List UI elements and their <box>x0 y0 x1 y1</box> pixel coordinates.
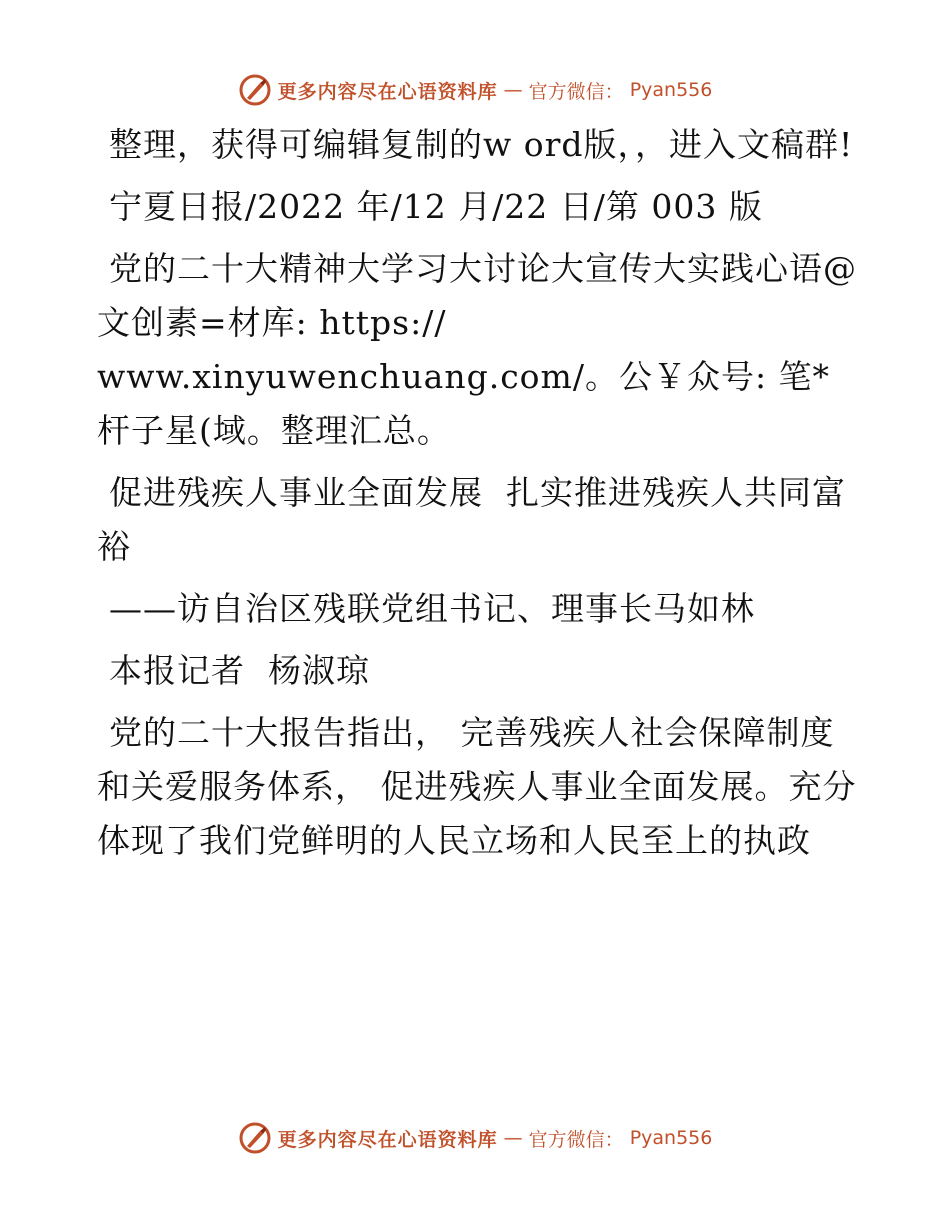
watermark-separator: — <box>503 1127 523 1149</box>
article-title: 促进残疾人事业全面发展 扎实推进残疾人共同富裕 <box>97 473 846 566</box>
article-byline: 本报记者 杨淑琼 <box>109 651 370 690</box>
watermark-wechat-id: Pyan556 <box>629 79 713 101</box>
footer-watermark <box>0 1118 950 1158</box>
watermark-wechat-label: 官方微信： <box>528 80 624 103</box>
watermark-text: 更多内容尽在心语资料库 <box>277 1128 498 1151</box>
watermark-wechat-label: 官方微信： <box>528 1128 624 1151</box>
watermark-wechat-id: Pyan556 <box>629 1127 713 1149</box>
document-body <box>97 118 857 876</box>
brush-logo-icon <box>238 73 272 107</box>
watermark-separator: — <box>503 79 523 101</box>
paragraph-promo-cont: www.xinyuwenchuang.com/。公￥众号: 笔*杆子星(域。整理汇总。 <box>97 357 831 450</box>
paragraph-intro: 整理，获得可编辑复制的w ord版，，进入文稿群! <box>109 125 854 164</box>
paragraph-source: 宁夏日报/2022 年/12 月/22 日/第 003 版 <box>109 187 763 226</box>
watermark-text: 更多内容尽在心语资料库 <box>277 80 498 103</box>
article-subtitle: ——访自治区残联党组书记、理事长马如林 <box>109 589 755 628</box>
paragraph-promo: 党的二十大精神大学习大讨论大宣传大实践心语@文创素=材库: https:// <box>97 249 857 342</box>
brush-logo-icon <box>238 1121 272 1155</box>
paragraph-body: 党的二十大报告指出， 完善残疾人社会保障制度和关爱服务体系， 促进残疾人事业全面发展。充分体现了我们党鲜明的人民立场和人民至上的执政 <box>97 713 857 860</box>
header-watermark <box>0 70 950 110</box>
